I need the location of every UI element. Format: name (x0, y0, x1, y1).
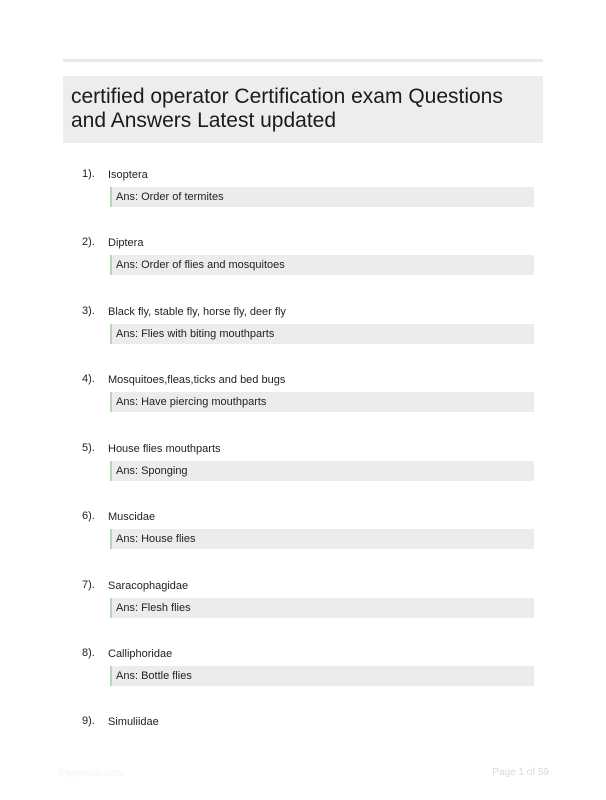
answer-text: Ans: Have piercing mouthparts (116, 396, 267, 408)
question-text: Calliphoridae (108, 648, 173, 660)
qa-item (0, 372, 606, 440)
answer-text: Ans: Order of flies and mosquitoes (116, 259, 285, 271)
question-text: Muscidae (108, 511, 156, 523)
answer-box (110, 529, 534, 549)
question-number: 7). (82, 579, 95, 591)
answer-text: Ans: Sponging (116, 465, 188, 477)
top-divider (63, 59, 543, 62)
answer-box (110, 461, 534, 481)
title-banner (63, 76, 543, 143)
question-text: Diptera (108, 237, 144, 249)
answer-box (110, 666, 534, 686)
question-number: 6). (82, 510, 95, 522)
footer-site-watermark: Paperlibic.com (59, 768, 125, 779)
qa-item (0, 646, 606, 714)
answer-text: Ans: Flesh flies (116, 602, 191, 614)
question-text: Black fly, stable fly, horse fly, deer fly (108, 306, 286, 318)
qa-item (0, 441, 606, 509)
answer-box (110, 187, 534, 207)
answer-box (110, 255, 534, 275)
answer-box (110, 598, 534, 618)
question-text: Saracophagidae (108, 580, 189, 592)
qa-item (0, 714, 606, 738)
qa-item (0, 235, 606, 303)
page-indicator: Page 1 of 59 (492, 767, 549, 778)
answer-box (110, 392, 534, 412)
question-number: 3). (82, 305, 95, 317)
qa-item (0, 578, 606, 646)
question-text: Mosquitoes,fleas,ticks and bed bugs (108, 374, 286, 386)
qa-item (0, 509, 606, 577)
question-number: 2). (82, 236, 95, 248)
question-text: House flies mouthparts (108, 443, 221, 455)
qa-item (0, 167, 606, 235)
question-number: 8). (82, 647, 95, 659)
answer-box (110, 324, 534, 344)
question-text: Isoptera (108, 169, 148, 181)
answer-text: Ans: Order of termites (116, 191, 224, 203)
answer-text: Ans: House flies (116, 533, 196, 545)
answer-text: Ans: Bottle flies (116, 670, 192, 682)
question-number: 9). (82, 715, 95, 727)
document-title: certified operator Certification exam Questions and Answers Latest updated (71, 85, 503, 132)
question-number: 1). (82, 168, 95, 180)
question-number: 5). (82, 442, 95, 454)
question-number: 4). (82, 373, 95, 385)
question-text: Simuliidae (108, 716, 159, 728)
qa-item (0, 304, 606, 372)
answer-text: Ans: Flies with biting mouthparts (116, 328, 275, 340)
